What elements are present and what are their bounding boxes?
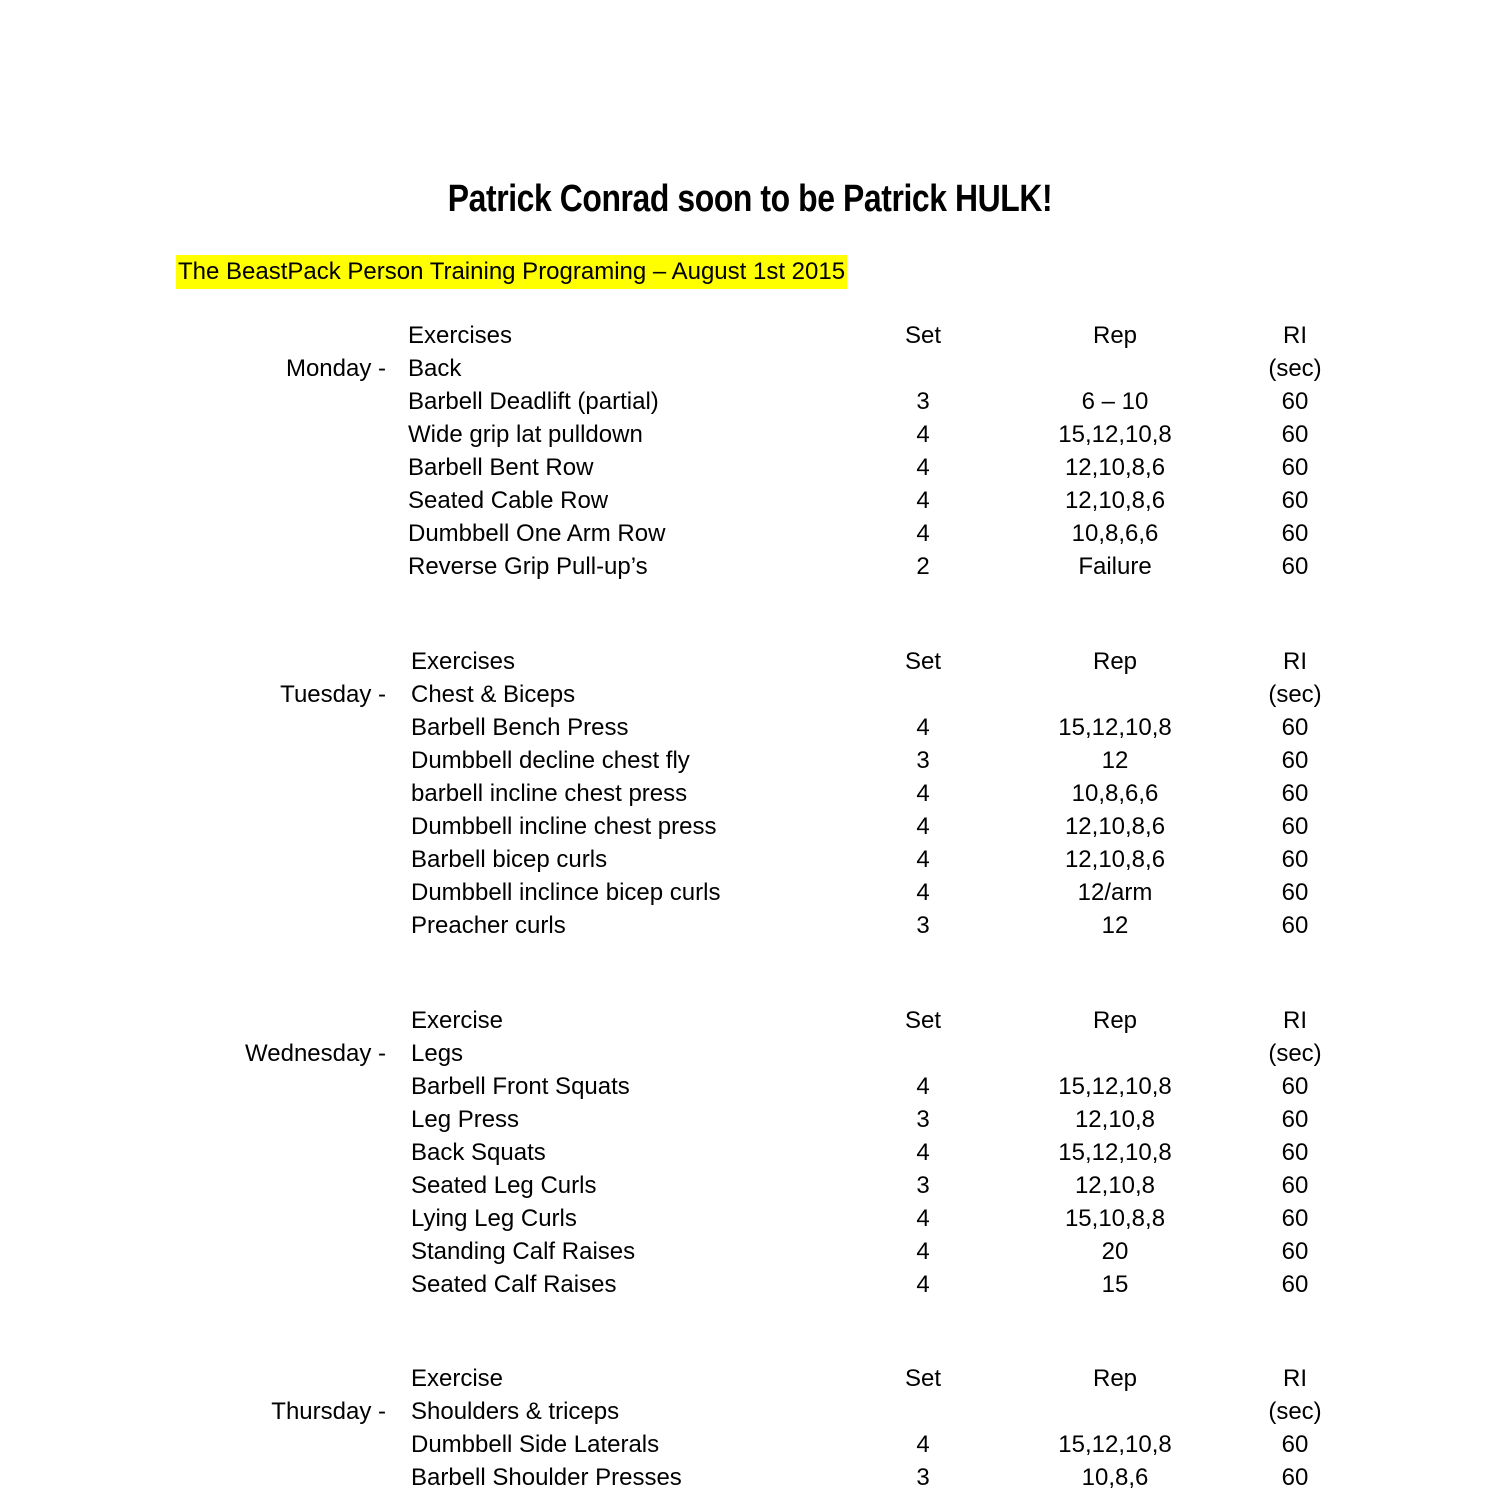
muscle-group-label: Back [408,355,462,382]
rest-interval: 60 [1281,1172,1309,1199]
muscle-group-label: Shoulders & triceps [411,1398,620,1425]
rest-interval: 60 [1281,1205,1309,1232]
set-count: 4 [916,1139,930,1166]
exercise-name: Dumbbell inclince bicep curls [411,879,721,906]
set-column-header: Set [904,648,942,675]
ri-column-header: RI [1283,1007,1307,1034]
ri-column-header: RI [1283,648,1307,675]
page-title: Patrick Conrad soon to be Patrick HULK! [447,178,1053,220]
rep-scheme: 12,10,8,6 [1064,487,1166,514]
set-count: 3 [916,1464,930,1491]
exercise-name: Barbell Bench Press [411,714,629,741]
rest-interval: 60 [1281,846,1309,873]
rest-interval: 60 [1281,454,1309,481]
rep-scheme: 12,10,8 [1074,1172,1156,1199]
rep-scheme: 12,10,8,6 [1064,813,1166,840]
rest-interval: 60 [1281,553,1309,580]
rep-scheme: 15,12,10,8 [1058,1431,1172,1458]
exercise-name: Back Squats [411,1139,546,1166]
rest-interval: 60 [1281,912,1309,939]
rest-interval: 60 [1281,388,1309,415]
exercise-name: Dumbbell incline chest press [411,813,717,840]
program-subtitle: The BeastPack Person Training Programing – August 1st 2015 [176,255,847,289]
rest-interval: 60 [1281,1464,1309,1491]
exercise-name: Seated Cable Row [408,487,609,514]
exercise-name: Reverse Grip Pull-up’s [408,553,648,580]
set-count: 3 [916,747,930,774]
set-count: 4 [916,421,930,448]
set-count: 4 [916,813,930,840]
rest-interval: 60 [1281,1139,1309,1166]
set-count: 4 [916,780,930,807]
rep-scheme: 10,8,6,6 [1071,780,1159,807]
ri-column-header: RI [1283,322,1307,349]
rest-interval: 60 [1281,1271,1309,1298]
rest-interval: 60 [1281,421,1309,448]
set-column-header: Set [904,1365,942,1392]
set-count: 2 [916,553,930,580]
rest-interval: 60 [1281,714,1309,741]
exercise-column-header: Exercise [411,1365,504,1392]
exercise-name: Barbell Shoulder Presses [411,1464,682,1491]
exercise-name: Leg Press [411,1106,520,1133]
rep-scheme: 12 [1101,912,1129,939]
set-count: 4 [916,1073,930,1100]
exercise-name: barbell incline chest press [411,780,688,807]
rest-interval: 60 [1281,813,1309,840]
day-label: Thursday - [271,1398,386,1425]
rest-interval: 60 [1281,1106,1309,1133]
rep-scheme: 15,12,10,8 [1058,1139,1172,1166]
rep-scheme: 12,10,8 [1074,1106,1156,1133]
rep-scheme: 12/arm [1077,879,1153,906]
set-count: 4 [916,487,930,514]
exercise-name: Dumbbell decline chest fly [411,747,690,774]
exercise-name: Barbell bicep curls [411,846,608,873]
set-count: 4 [916,454,930,481]
rep-scheme: 12,10,8,6 [1064,846,1166,873]
set-count: 3 [916,388,930,415]
rep-column-header: Rep [1092,648,1138,675]
day-label: Wednesday - [245,1040,386,1067]
exercise-name: Barbell Deadlift (partial) [408,388,659,415]
rep-scheme: 15,12,10,8 [1058,714,1172,741]
rep-scheme: 15,12,10,8 [1058,421,1172,448]
exercise-name: Barbell Front Squats [411,1073,630,1100]
set-count: 3 [916,1172,930,1199]
exercise-column-header: Exercise [411,1007,504,1034]
ri-unit-label: (sec) [1268,681,1322,708]
exercise-name: Dumbbell One Arm Row [408,520,666,547]
exercise-name: Dumbbell Side Laterals [411,1431,660,1458]
exercise-column-header: Exercises [408,322,513,349]
day-label: Tuesday - [280,681,386,708]
rep-scheme: 10,8,6 [1081,1464,1149,1491]
rest-interval: 60 [1281,1431,1309,1458]
ri-unit-label: (sec) [1268,355,1322,382]
exercise-name: Preacher curls [411,912,566,939]
set-count: 4 [916,846,930,873]
rep-scheme: 12 [1101,747,1129,774]
exercise-column-header: Exercises [411,648,516,675]
set-count: 4 [916,520,930,547]
rep-scheme: 15,12,10,8 [1058,1073,1172,1100]
rest-interval: 60 [1281,1073,1309,1100]
exercise-name: Lying Leg Curls [411,1205,577,1232]
rep-scheme: Failure [1078,553,1152,580]
rest-interval: 60 [1281,747,1309,774]
set-count: 4 [916,714,930,741]
set-count: 4 [916,1271,930,1298]
rep-scheme: 10,8,6,6 [1071,520,1159,547]
rep-scheme: 6 – 10 [1081,388,1149,415]
rest-interval: 60 [1281,520,1309,547]
day-label: Monday - [285,355,386,382]
exercise-name: Seated Calf Raises [411,1271,617,1298]
exercise-name: Wide grip lat pulldown [408,421,643,448]
rest-interval: 60 [1281,780,1309,807]
rest-interval: 60 [1281,1238,1309,1265]
ri-unit-label: (sec) [1268,1040,1322,1067]
set-column-header: Set [904,322,942,349]
rest-interval: 60 [1281,879,1309,906]
ri-column-header: RI [1283,1365,1307,1392]
exercise-name: Standing Calf Raises [411,1238,636,1265]
set-count: 3 [916,1106,930,1133]
muscle-group-label: Chest & Biceps [411,681,576,708]
rep-scheme: 15,10,8,8 [1064,1205,1166,1232]
muscle-group-label: Legs [411,1040,464,1067]
exercise-name: Barbell Bent Row [408,454,594,481]
rep-column-header: Rep [1092,1365,1138,1392]
rep-column-header: Rep [1092,1007,1138,1034]
exercise-name: Seated Leg Curls [411,1172,597,1199]
rest-interval: 60 [1281,487,1309,514]
set-count: 4 [916,1238,930,1265]
set-count: 4 [916,1431,930,1458]
ri-unit-label: (sec) [1268,1398,1322,1425]
set-column-header: Set [904,1007,942,1034]
set-count: 4 [916,1205,930,1232]
set-count: 4 [916,879,930,906]
set-count: 3 [916,912,930,939]
rep-scheme: 15 [1101,1271,1129,1298]
rep-column-header: Rep [1092,322,1138,349]
rep-scheme: 12,10,8,6 [1064,454,1166,481]
rep-scheme: 20 [1101,1238,1129,1265]
